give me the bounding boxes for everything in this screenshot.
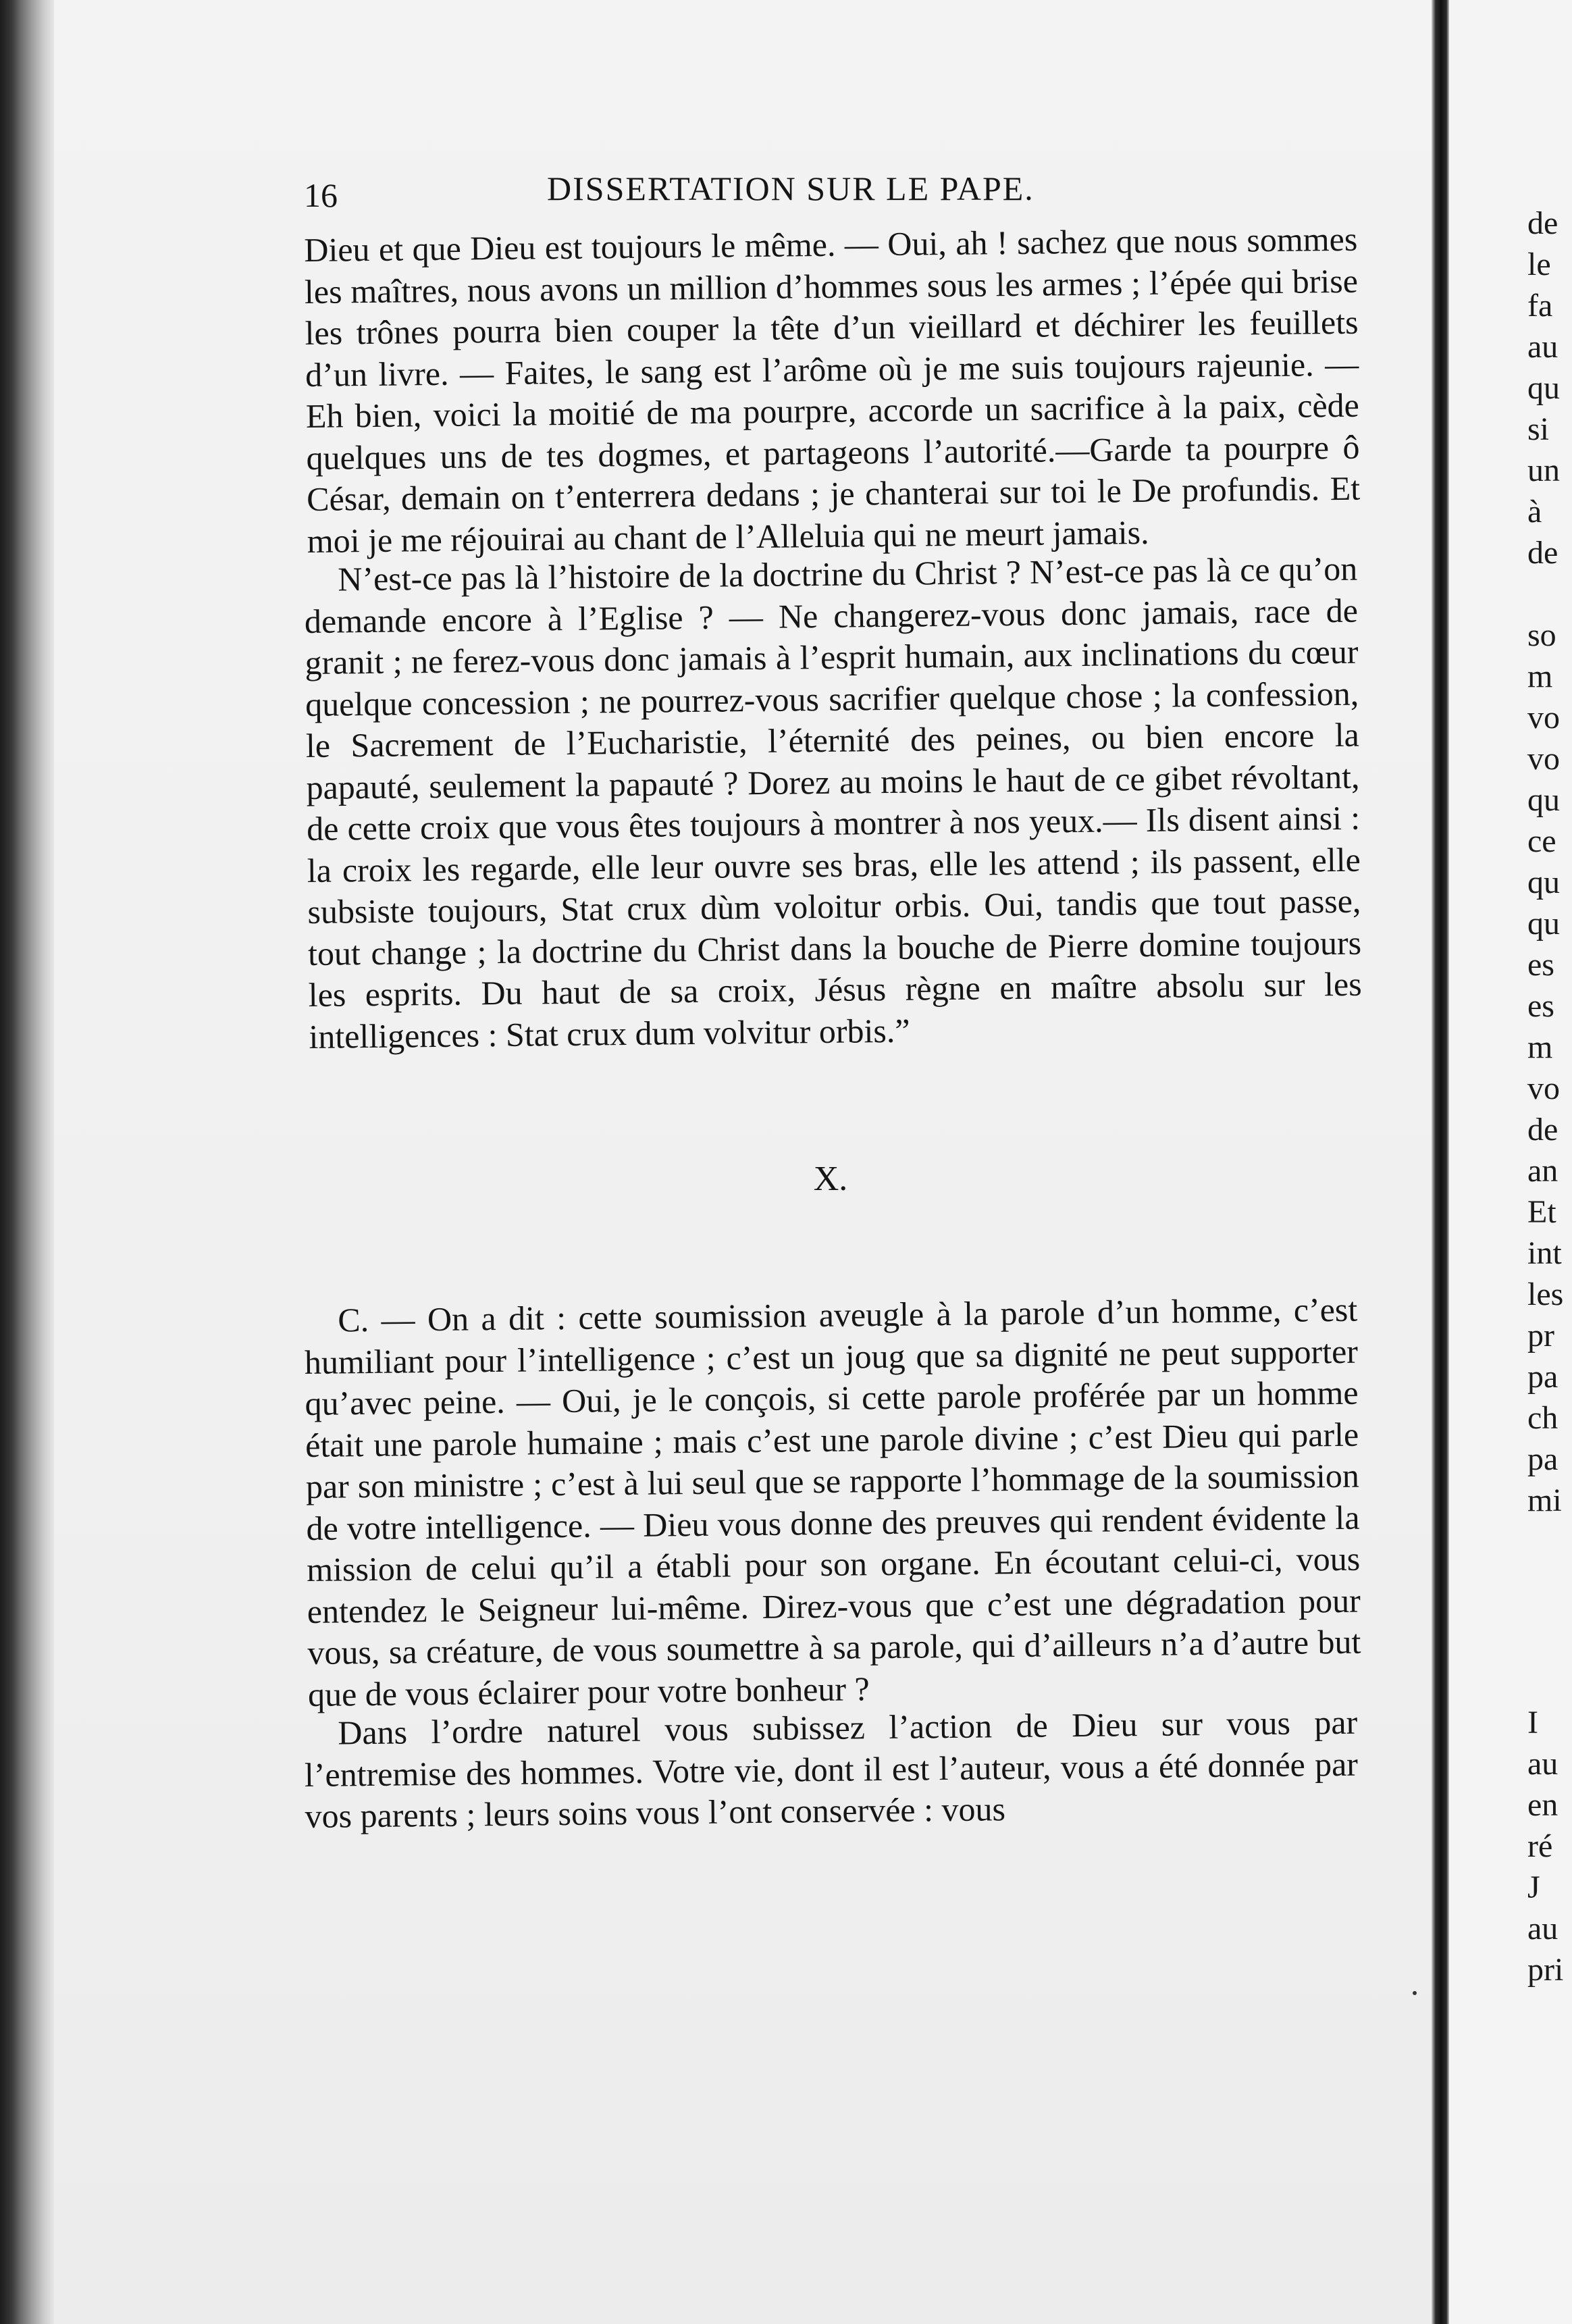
page-content xyxy=(304,155,1362,1838)
paragraph-3: C. — On a dit : cette soumission aveugle à la parole d’un homme, c’est humiliant pour l’intelligence ; c’est un joug que sa dignité ne peut supporter qu’avec peine. — Oui, je le conçois, si cette parole proférée par un homme était une parole humaine ; mais c’est une parole divine ; c’est Dieu qui parle par son ministre ; c’est à lui seul que se rapporte l’hommage de la soumission de votre intelligence. — Dieu vous donne des preuves qui rendent évidente la mission de celui qu’il a établi pour son organe. En écoutant celui-ci, vous entendez le Seigneur lui-même. Direz-vous que c’est une dégradation pour vous, sa créature, de vous soumettre à sa parole, qui d’ailleurs n’a d’autre but que de vous éclairer pour votre bonheur ? xyxy=(304,1290,1361,1713)
print-speck xyxy=(1413,1991,1417,1995)
running-head: DISSERTATION SUR LE PAPE. xyxy=(547,170,1034,207)
paragraph-2: N’est-ce pas là l’histoire de la doctrine du Christ ? N’est-ce pas là ce qu’on demande encore à l’Eglise ? — Ne changerez-vous donc jamais, race de granit ; ne ferez-vous donc jamais à l’esprit humain, aux inclinations du cœur quelque concession ; ne pourrez-vous sacrifier quelque chose ; la confession, le Sacrement de l’Eucharistie, l’éternité des peines, ou bien encore la papauté, seulement la papauté ? Dorez au moins le haut de ce gibet révoltant, de cette croix que vous êtes toujours à montrer à nos yeux.— Ils disent ainsi : la croix les regarde, elle leur ouvre ses bras, elle les attend ; ils passent, elle subsiste toujours, Stat crux dùm voloitur orbis. Oui, tandis que tout passe, tout change ; la doctrine du Christ dans la bouche de Pierre domine toujours les esprits. Du haut de sa croix, Jésus règne en maître absolu sur les intelligences : Stat crux dum volvitur orbis.” xyxy=(304,549,1362,1056)
book-gutter xyxy=(1432,0,1449,2324)
page-number: 16 xyxy=(304,176,338,214)
paragraph-4: Dans l’ordre naturel vous subissez l’action de Dieu sur vous par l’entremise des hommes. Votre vie, dont il est l’auteur, vous a été donnée par vos parents ; leurs soins vous l’ont conservée : vous xyxy=(304,1703,1359,1835)
page-header xyxy=(304,155,1357,230)
book-edge-shadow xyxy=(0,0,54,2324)
adjacent-page-fragments-bottom: I au en ré J au pri xyxy=(1527,1705,1564,1988)
section-number: X. xyxy=(813,1160,848,1198)
paragraph-1: Dieu et que Dieu est toujours le même. — Oui, ah ! sachez que nous sommes les maîtres, nous avons un million d’hommes sous les armes ; l’épée qui brise les trônes pourra bien couper la tête d’un vieillard et déchirer les feuillets d’un livre. — Faites, le sang est l’arôme où je me suis toujours rajeunie. — Eh bien, voici la moitié de ma pourpre, accorde un sacrifice à la paix, cède quelques uns de tes dogmes, et partageons l’autorité.—Garde ta pourpre ô César, demain on t’enterrera dedans ; je chanterai sur toi le De profundis. Et moi je me réjouirai au chant de l’Alleluia qui ne meurt jamais. xyxy=(304,220,1361,560)
adjacent-page-fragments-top: de le fa au qu si un à de so m vo vo qu ce qu qu es es m vo de an Et int les pr pa ch pa mi xyxy=(1527,205,1564,1518)
